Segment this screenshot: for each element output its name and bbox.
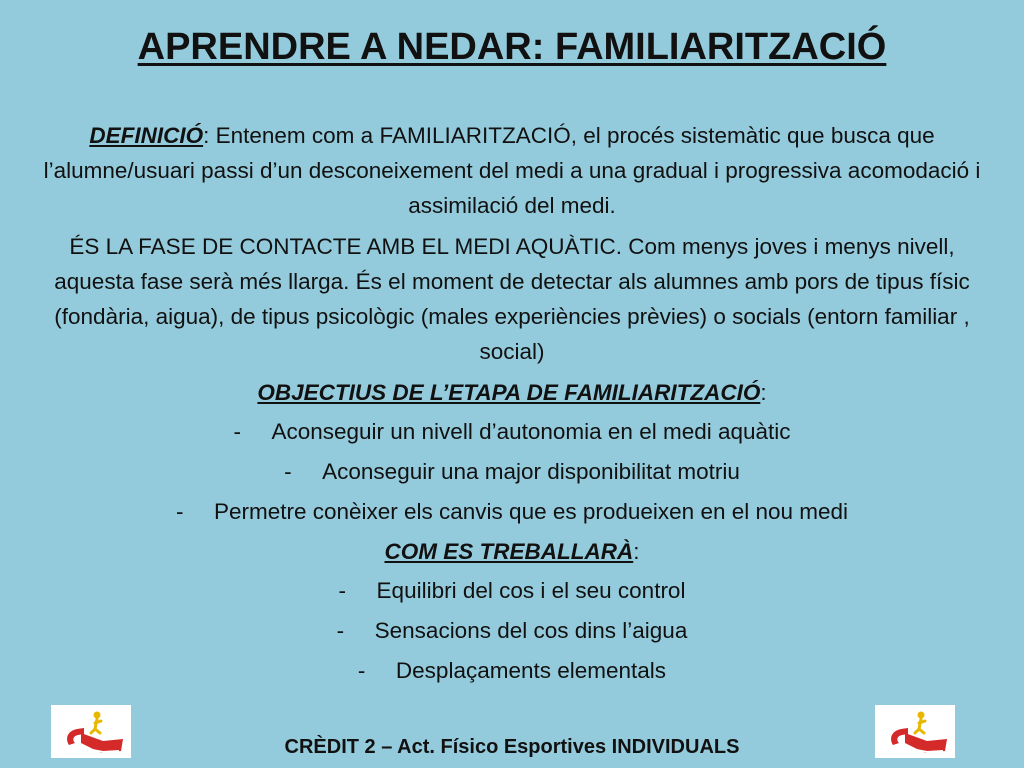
objectives-heading: OBJECTIUS DE L’ETAPA DE FAMILIARITZACIÓ — [257, 380, 761, 405]
work-item-text: Sensacions del cos dins l’aigua — [374, 618, 688, 643]
objective-item-text: Aconseguir un nivell d’autonomia en el medi aquàtic — [271, 419, 791, 444]
slide-footer: CRÈDIT 2 – Act. Físico Esportives INDIVIDUALS — [284, 736, 740, 758]
objective-item — [40, 494, 984, 529]
dash-bullet: - — [233, 419, 241, 444]
work-item-text: Desplaçaments elementals — [395, 658, 667, 683]
work-item — [40, 573, 984, 608]
dash-bullet: - — [338, 578, 347, 603]
slide-title: APRENDRE A NEDAR: FAMILIARITZACIÓ — [137, 26, 887, 68]
dash-bullet: - — [175, 499, 184, 524]
dash-bullet: - — [357, 658, 366, 683]
work-item — [40, 653, 984, 688]
definition-text: : Entenem com a FAMILIARITZACIÓ, el procés sistemàtic que busca que l’alumne/usuari passi d’un desconeixement del medi a una gradual i progressiva acomodació i assimilació del medi. — [43, 123, 981, 218]
slide-body — [40, 118, 984, 693]
dash-bullet: - — [284, 459, 292, 484]
objective-item — [40, 454, 984, 489]
work-item-text: Equilibri del cos i el seu control — [376, 578, 686, 603]
work-item — [40, 613, 984, 648]
phase-paragraph: ÉS LA FASE DE CONTACTE AMB EL MEDI AQUÀTIC. Com menys joves i menys nivell, aquesta fase serà més llarga. És el moment de detectar als alumnes amb pors de tipus físic (fondària, aigua), de tipus psicològic (males experiències prèvies) o socials (entorn familiar , social) — [54, 234, 970, 364]
objectives-colon: : — [760, 380, 767, 405]
objective-item — [40, 414, 984, 449]
objectives-heading-line — [40, 375, 984, 410]
definition-paragraph — [40, 118, 984, 223]
work-heading: COM ES TREBALLARÀ — [384, 539, 634, 564]
definition-label: DEFINICIÓ — [89, 123, 204, 148]
work-heading-line — [40, 534, 984, 569]
dash-bullet: - — [336, 618, 345, 643]
work-colon: : — [633, 539, 640, 564]
objective-item-text: Permetre conèixer els canvis que es produeixen en el nou medi — [213, 499, 849, 524]
objective-item-text: Aconseguir una major disponibilitat motriu — [322, 459, 740, 484]
